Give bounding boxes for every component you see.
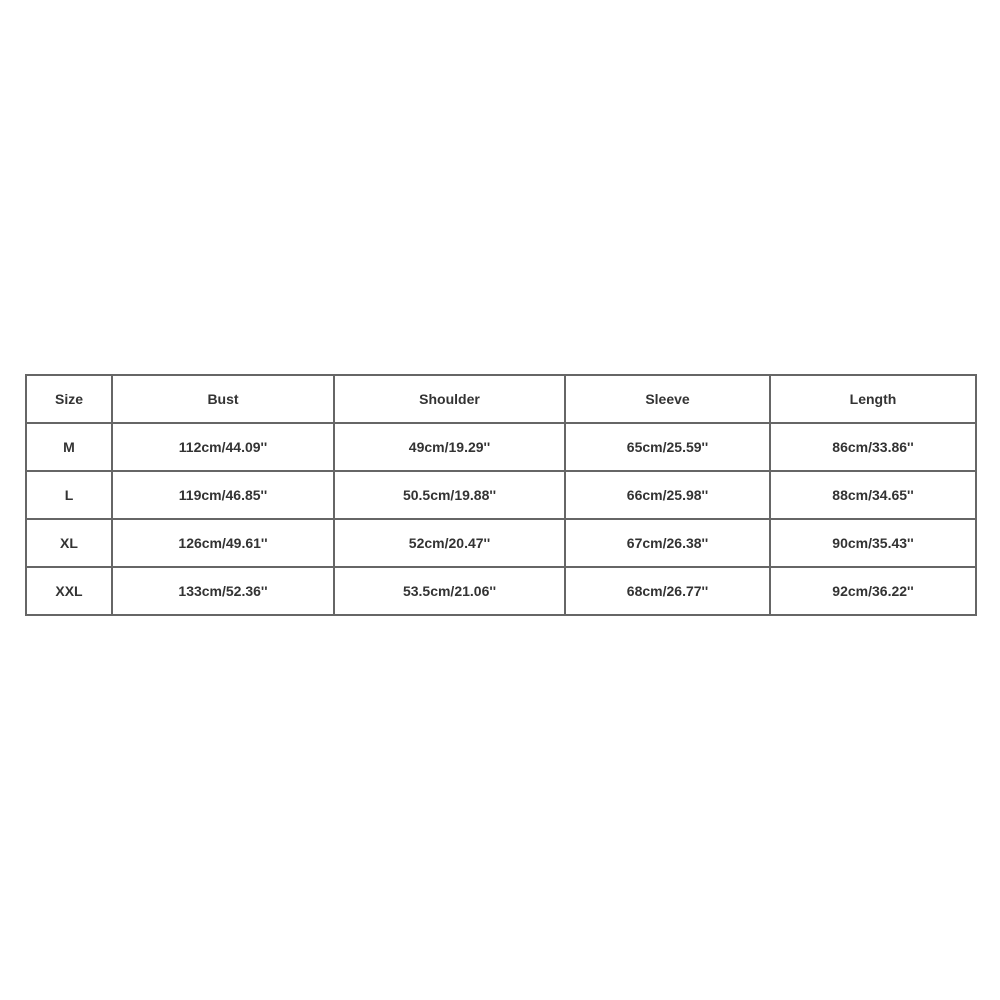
header-bust: Bust bbox=[112, 375, 334, 423]
cell-bust: 119cm/46.85'' bbox=[112, 471, 334, 519]
cell-shoulder: 49cm/19.29'' bbox=[334, 423, 565, 471]
cell-size: L bbox=[26, 471, 112, 519]
cell-length: 88cm/34.65'' bbox=[770, 471, 976, 519]
table-row bbox=[26, 567, 976, 615]
table-row bbox=[26, 423, 976, 471]
cell-sleeve: 65cm/25.59'' bbox=[565, 423, 770, 471]
cell-bust: 126cm/49.61'' bbox=[112, 519, 334, 567]
cell-length: 90cm/35.43'' bbox=[770, 519, 976, 567]
size-chart-table bbox=[25, 374, 977, 616]
cell-size: M bbox=[26, 423, 112, 471]
cell-size: XXL bbox=[26, 567, 112, 615]
header-row bbox=[26, 375, 976, 423]
cell-sleeve: 68cm/26.77'' bbox=[565, 567, 770, 615]
header-shoulder: Shoulder bbox=[334, 375, 565, 423]
cell-shoulder: 50.5cm/19.88'' bbox=[334, 471, 565, 519]
cell-sleeve: 67cm/26.38'' bbox=[565, 519, 770, 567]
cell-length: 86cm/33.86'' bbox=[770, 423, 976, 471]
cell-bust: 133cm/52.36'' bbox=[112, 567, 334, 615]
table-row bbox=[26, 471, 976, 519]
header-size: Size bbox=[26, 375, 112, 423]
table-row bbox=[26, 519, 976, 567]
cell-shoulder: 52cm/20.47'' bbox=[334, 519, 565, 567]
cell-sleeve: 66cm/25.98'' bbox=[565, 471, 770, 519]
cell-bust: 112cm/44.09'' bbox=[112, 423, 334, 471]
cell-shoulder: 53.5cm/21.06'' bbox=[334, 567, 565, 615]
cell-size: XL bbox=[26, 519, 112, 567]
header-sleeve: Sleeve bbox=[565, 375, 770, 423]
header-length: Length bbox=[770, 375, 976, 423]
cell-length: 92cm/36.22'' bbox=[770, 567, 976, 615]
